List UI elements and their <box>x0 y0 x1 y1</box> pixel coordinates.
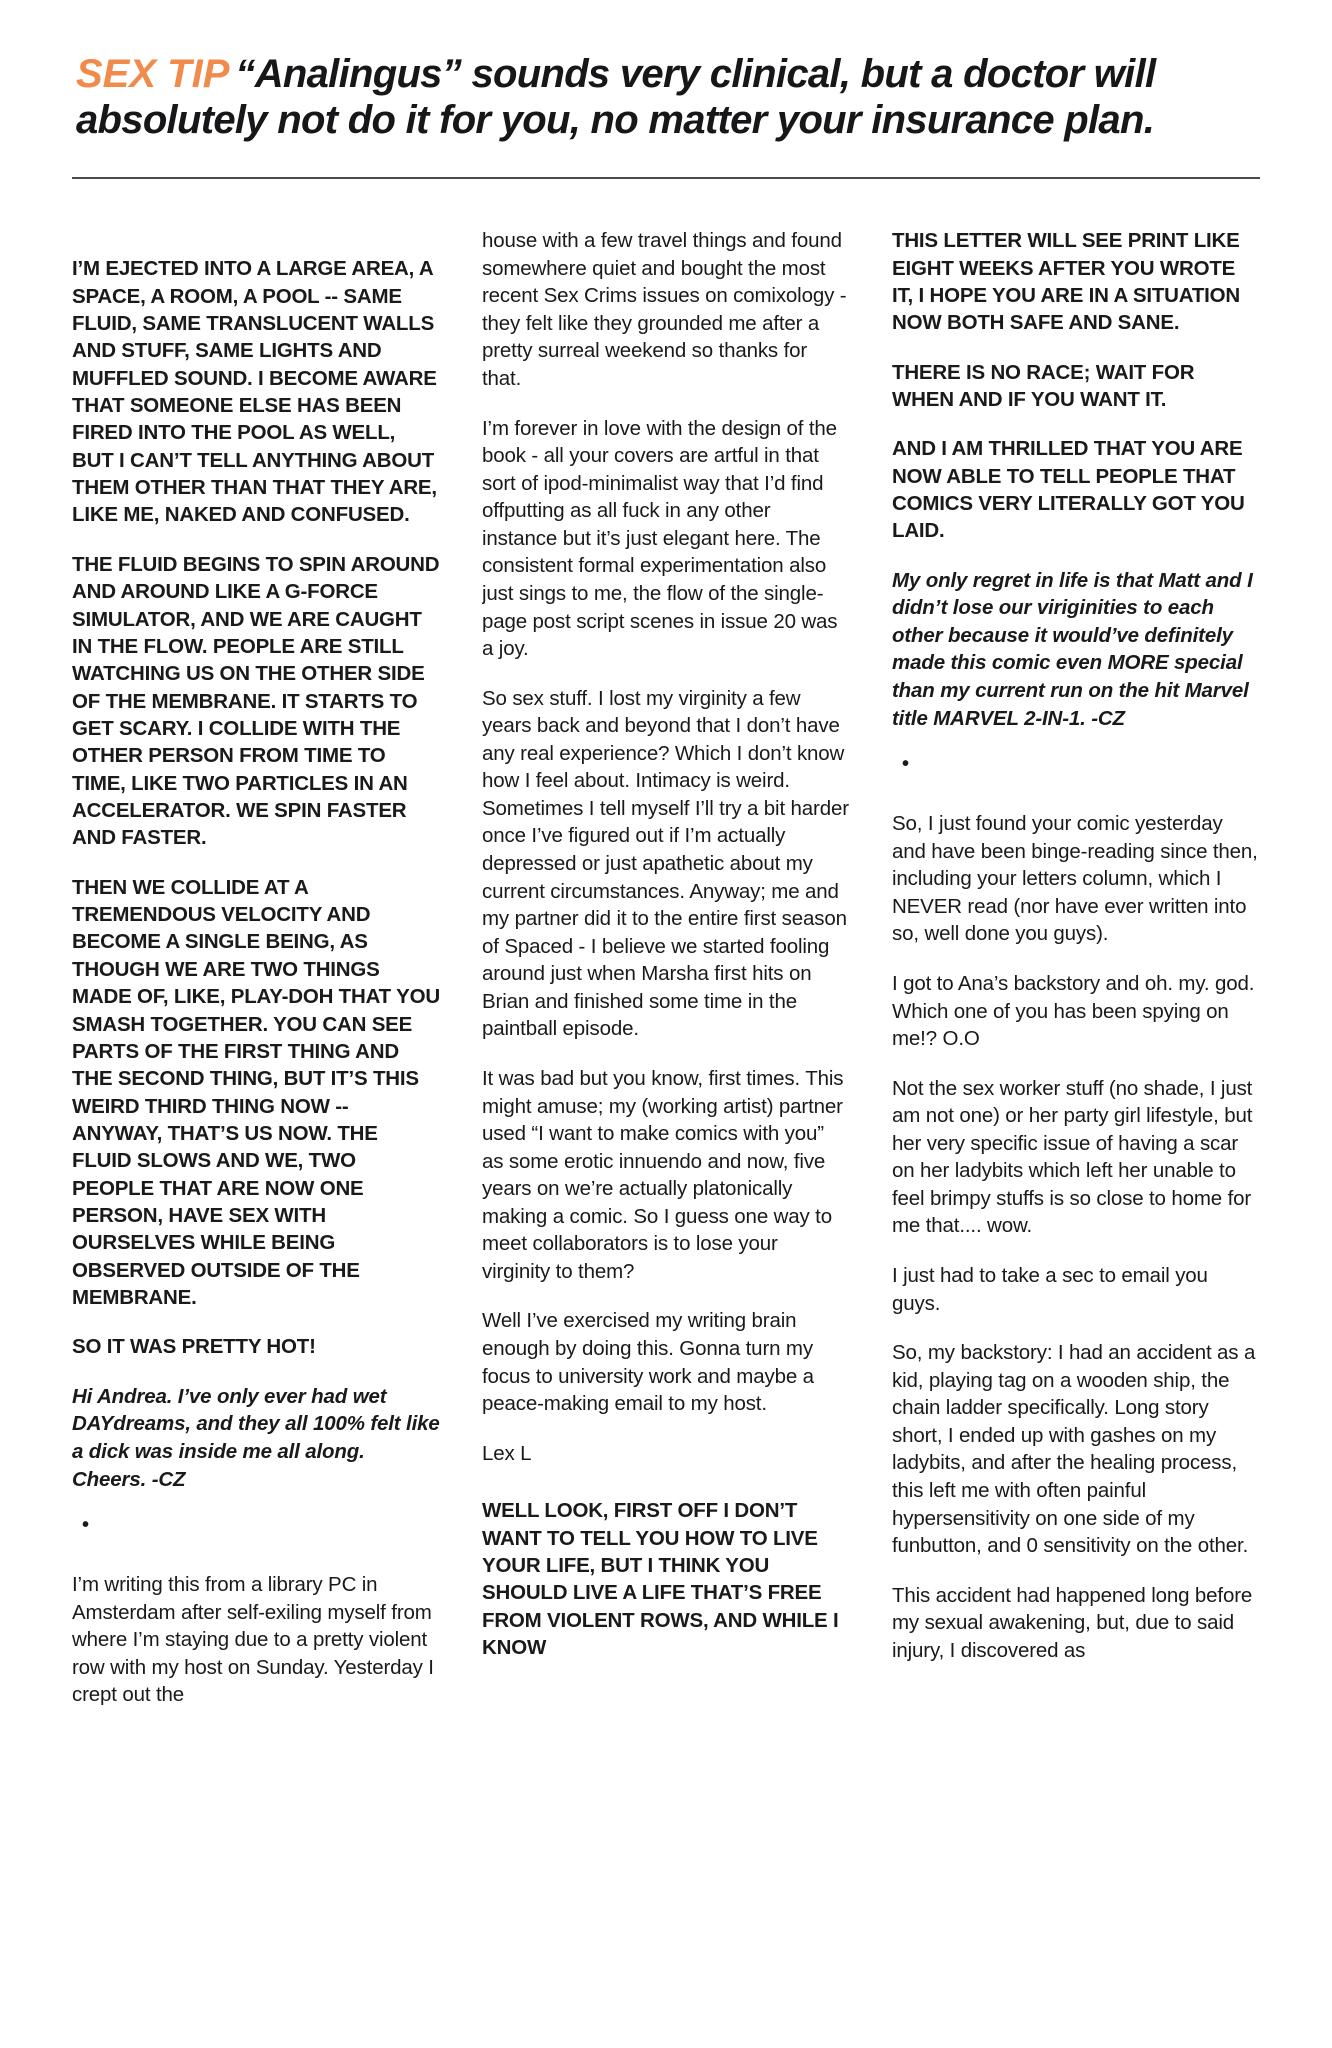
paragraph: THEN WE COLLIDE AT A TREMENDOUS VELOCITY AND BECOME A SINGLE BEING, AS THOUGH WE ARE TWO THINGS MADE OF, LIKE, PLAY-DOH THAT YOU SMASH TOGETHER. YOU CAN SEE PARTS OF THE FIRST THING AND THE SECOND THING, BUT IT’S THIS WEIRD THIRD THING NOW -- ANYWAY, THAT’S US NOW. THE FLUID SLOWS AND WE, TWO PEOPLE THAT ARE NOW ONE PERSON, HAVE SEX WITH OURSELVES WHILE BEING OBSERVED OUTSIDE OF THE MEMBRANE. <box>72 875 440 1310</box>
bullet-separator: • <box>902 753 909 776</box>
column-middle <box>482 227 850 1967</box>
three-column-body <box>72 227 1260 1967</box>
paragraph: So sex stuff. I lost my virginity a few years back and beyond that I don’t have any real experience? Which I don’t know how I feel about. Intimacy is weird. Sometimes I tell myself I’ll try a bit harder once I’ve figured out if I’m actually depressed or just apathetic about my current circumstances. Anyway; me and my partner did it to the entire first season of Spaced - I believe we started fooling around just when Marsha first hits on Brian and finished some time in the paintball episode. <box>482 686 849 1041</box>
sex-tip-label: SEX TIP <box>76 52 230 96</box>
page-header <box>72 52 1260 143</box>
paragraph: I just had to take a sec to email you guys. <box>892 1264 1208 1315</box>
header-divider <box>72 177 1260 179</box>
paragraph: THIS LETTER WILL SEE PRINT LIKE EIGHT WEEKS AFTER YOU WROTE IT, I HOPE YOU ARE IN A SITUATION NOW BOTH SAFE AND SANE. <box>892 229 1241 335</box>
paragraph: So, I just found your comic yesterday and have been binge-reading since then, including your letters column, which I NEVER read (nor have ever written into so, well done you guys). <box>892 812 1258 946</box>
paragraph: I’m forever in love with the design of the book - all your covers are artful in that sort of ipod-minimalist way that I’d find offputting as all fuck in any other instance but it’s just elegant here. The consistent formal experimentation also just sings to me, the flow of the single-page post script scenes in issue 20 was a joy. <box>482 416 838 661</box>
paragraph: I got to Ana’s backstory and oh. my. god. Which one of you has been spying on me!? O.O <box>892 971 1255 1051</box>
sex-tip-headline <box>76 52 1256 143</box>
column-left <box>72 227 440 1967</box>
paragraph: Not the sex worker stuff (no shade, I just am not one) or her party girl lifestyle, but her very specific issue of having a scar on her ladybits which left her unable to feel brimpy stuffs is so close to home for me that.... wow. <box>892 1076 1253 1238</box>
paragraph: SO IT WAS PRETTY HOT! <box>72 1335 316 1359</box>
paragraph: I’m writing this from a library PC in Amsterdam after self-exiling myself from where I’m staying due to a pretty violent row with my host on Sunday. Yesterday I crept out the <box>72 1573 434 1707</box>
paragraph: house with a few travel things and found somewhere quiet and bought the most recent Sex Crims issues on comixology - they felt like they grounded me after a pretty surreal weekend so thanks for that. <box>482 229 847 390</box>
paragraph: Well I’ve exercised my writing brain enough by doing this. Gonna turn my focus to university work and maybe a peace-making email to my host. <box>482 1309 814 1416</box>
paragraph: My only regret in life is that Matt and I didn’t lose our viriginities to each other because it would’ve definitely made this comic even MORE special than my current run on the hit Marvel title MARVEL 2-IN-1. -CZ <box>892 568 1253 730</box>
paragraph: AND I AM THRILLED THAT YOU ARE NOW ABLE TO TELL PEOPLE THAT COMICS VERY LITERALLY GOT YOU LAID. <box>892 437 1245 543</box>
column-right <box>892 227 1260 1967</box>
paragraph: Hi Andrea. I’ve only ever had wet DAYdreams, and they all 100% felt like a dick was inside me all along. Cheers. -CZ <box>72 1384 440 1491</box>
sex-tip-text: “Analingus” sounds very clinical, but a doctor will absolutely not do it for you, no matter your insurance plan. <box>76 52 1156 142</box>
paragraph: So, my backstory: I had an accident as a kid, playing tag on a wooden ship, the chain ladder specifically. Long story short, I ended up with gashes on my ladybits, and after the healing process, this left me with often painful hypersensitivity on one side of my funbutton, and 0 sensitivity on the other. <box>892 1341 1256 1558</box>
paragraph: THE FLUID BEGINS TO SPIN AROUND AND AROUND LIKE A G-FORCE SIMULATOR, AND WE ARE CAUGHT IN THE FLOW. PEOPLE ARE STILL WATCHING US ON THE OTHER SIDE OF THE MEMBRANE. IT STARTS TO GET SCARY. I COLLIDE WITH THE OTHER PERSON FROM TIME TO TIME, LIKE TWO PARTICLES IN AN ACCELERATOR. WE SPIN FASTER AND FASTER. <box>72 552 440 850</box>
paragraph: I’M EJECTED INTO A LARGE AREA, A SPACE, A ROOM, A POOL -- SAME FLUID, SAME TRANSLUCENT WALLS AND STUFF, SAME LIGHTS AND MUFFLED SOUND. I BECOME AWARE THAT SOMEONE ELSE HAS BEEN FIRED INTO THE POOL AS WELL, BUT I CAN’T TELL ANYTHING ABOUT THEM OTHER THAN THAT THEY ARE, LIKE ME, NAKED AND CONFUSED. <box>72 257 437 527</box>
paragraph: This accident had happened long before my sexual awakening, but, due to said injury, I discovered as <box>892 1583 1253 1662</box>
bullet-separator: • <box>82 1514 89 1537</box>
signature: Lex L <box>482 1441 532 1465</box>
paragraph: It was bad but you know, first times. This might amuse; my (working artist) partner used “I want to make comics with you” as some erotic innuendo and now, five years on we’re actually platonically making a comic. So I guess one way to meet collaborators is to lose your virginity to them? <box>482 1066 844 1283</box>
paragraph: THERE IS NO RACE; WAIT FOR WHEN AND IF YOU WANT IT. <box>892 360 1195 411</box>
paragraph: WELL LOOK, FIRST OFF I DON’T WANT TO TELL YOU HOW TO LIVE YOUR LIFE, BUT I THINK YOU SHOULD LIVE A LIFE THAT’S FREE FROM VIOLENT ROWS, AND WHILE I KNOW <box>482 1499 839 1660</box>
